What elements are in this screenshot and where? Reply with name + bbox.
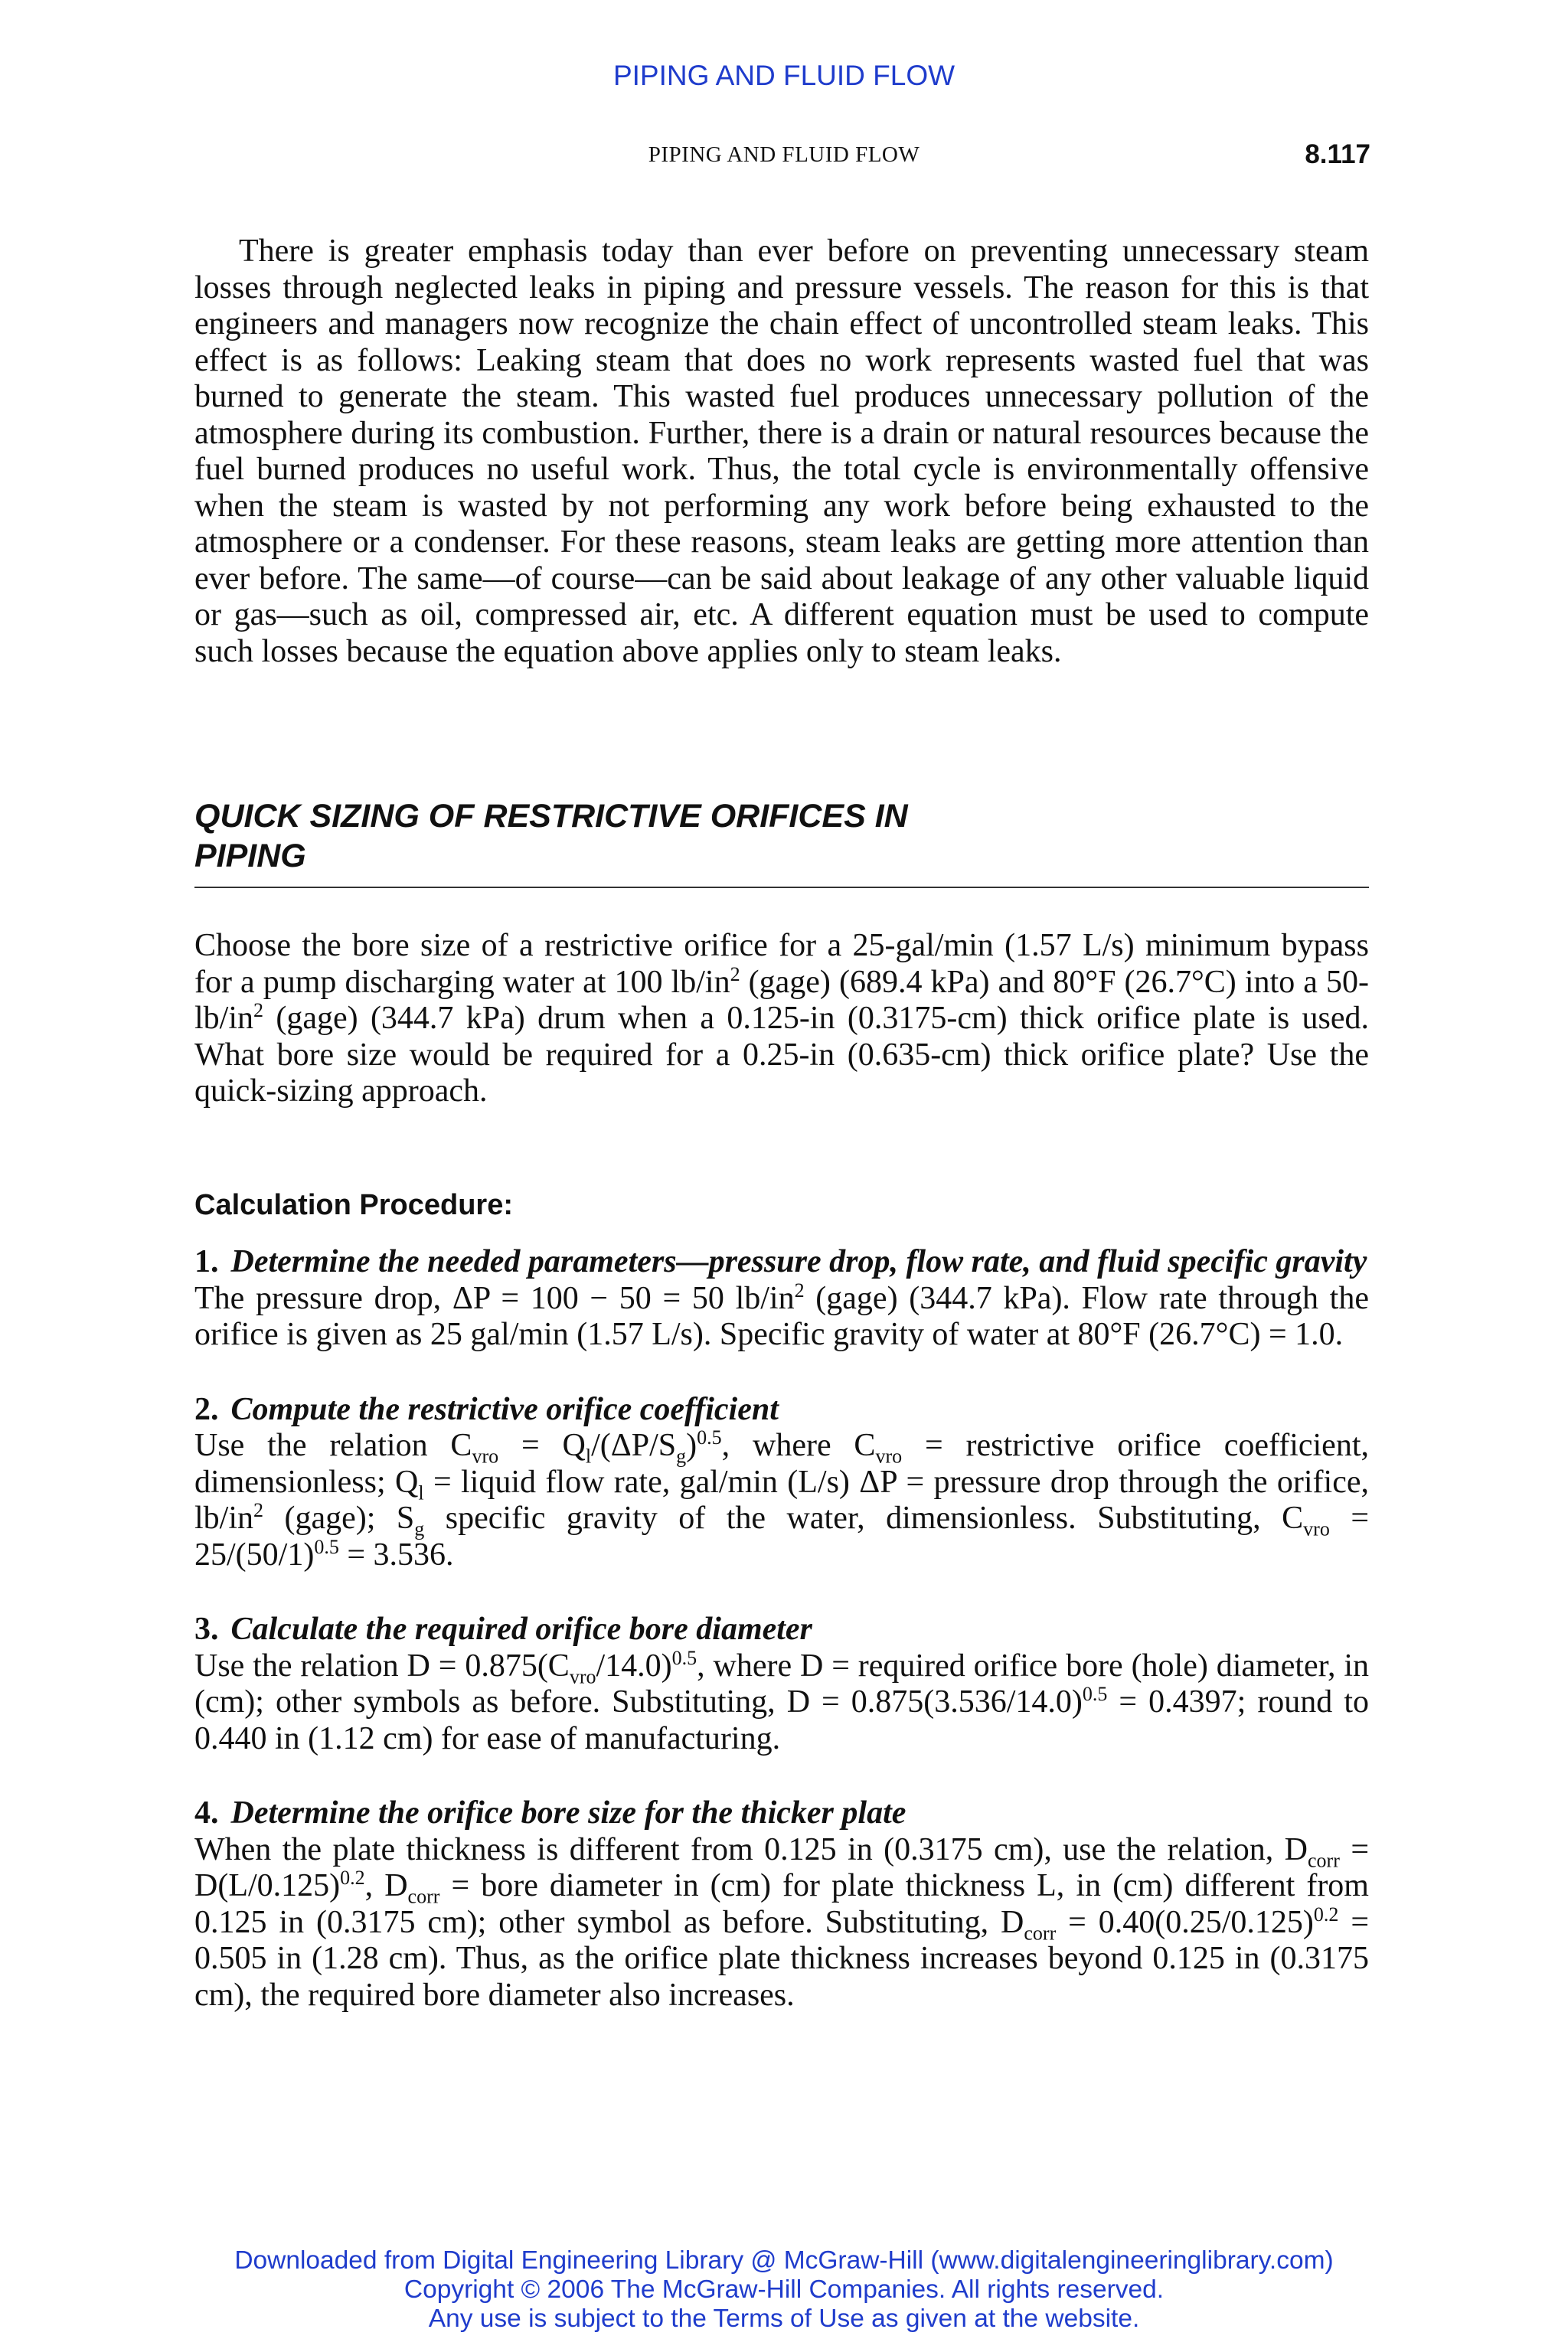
step-3-text-2: /14.0) [596, 1648, 672, 1684]
step-2-text-3: /(ΔP/S [591, 1428, 677, 1463]
step-3-title [194, 1612, 1369, 1648]
step-2-sub-9: vro [1303, 1517, 1330, 1540]
step-4-text-1: When the plate thickness is different from 0.125 in (0.3175 cm), use the relation, D [194, 1831, 1308, 1867]
step-1-number: 1. [194, 1244, 219, 1279]
step-2-body [194, 1428, 1369, 1573]
step-3-sup-3: 0.5 [1082, 1683, 1108, 1705]
problem-sup-1: 2 [730, 962, 740, 985]
step-2-text-4: ) [686, 1428, 697, 1463]
step-3-text-4: = 0.4397; round to 0.440 in (1.12 cm) for ease of manufacturing. [194, 1684, 1370, 1756]
step-2-text-1: Use the relation C [194, 1428, 472, 1463]
step-1 [194, 1244, 1369, 1354]
step-2-sub-2: l [585, 1445, 592, 1468]
step-3-sup-2: 0.5 [671, 1646, 697, 1669]
chapter-title-link[interactable]: PIPING AND FLUID FLOW [612, 60, 956, 91]
step-3-text-1: Use the relation D = 0.875(C [194, 1648, 570, 1684]
step-4-sup-2: 0.2 [340, 1867, 365, 1889]
problem-paragraph [194, 928, 1369, 1110]
step-2-sub-8: g [414, 1517, 425, 1540]
step-3-text-3: , where D = required orifice bore (hole) diameter, in (cm); other symbols as before. Substituting, D = 0.875(3.536/14.0) [194, 1648, 1370, 1720]
step-2-sup-7: 2 [253, 1499, 264, 1521]
step-1-sup-1: 2 [794, 1279, 805, 1302]
step-2-title-text: Compute the restrictive orifice coefficient [230, 1391, 779, 1427]
step-1-body [194, 1281, 1369, 1354]
step-4-text-4: = bore diameter in (cm) for plate thickness L, in (cm) different from 0.125 in (0.3175 cm); other symbol as before. Substituting, D [194, 1868, 1369, 1940]
step-2-text-10: = 25/(50/1) [194, 1501, 1369, 1573]
step-2-sub-1: vro [472, 1445, 499, 1468]
step-4-sub-1: corr [1308, 1848, 1340, 1871]
step-2-sup-4: 0.5 [697, 1426, 722, 1449]
step-2-sup-10: 0.5 [314, 1535, 339, 1558]
step-2-text-6: = restrictive orifice coefficient, dimensionless; Q [194, 1428, 1369, 1500]
step-2-title [194, 1392, 1369, 1429]
step-3-title-text: Calculate the required orifice bore diameter [230, 1612, 812, 1647]
step-2-sub-6: l [418, 1481, 424, 1504]
step-2-text-7: = liquid flow rate, gal/min (L/s) ΔP = pressure drop through the orifice, lb/in [194, 1464, 1369, 1536]
step-1-title [194, 1244, 1369, 1281]
step-4-text-3: , D [364, 1868, 408, 1903]
step-4-number: 4. [194, 1795, 219, 1831]
step-4-sub-3: corr [407, 1885, 440, 1908]
running-head: PIPING AND FLUID FLOW [648, 142, 920, 167]
footer-terms[interactable]: Any use is subject to the Terms of Use as given at the website. [428, 2305, 1140, 2333]
step-3-sub-1: vro [569, 1664, 596, 1687]
footer-download-link[interactable]: Downloaded from Digital Engineering Library @ McGraw-Hill (www.digitalengineeringlibrary.com) [234, 2246, 1334, 2275]
step-3-number: 3. [194, 1612, 219, 1647]
step-2-number: 2. [194, 1391, 219, 1427]
calculation-procedure-heading: Calculation Procedure: [194, 1189, 513, 1221]
footer [0, 2246, 1568, 2334]
section-title-line2: PIPING [194, 838, 306, 874]
step-4-sup-5: 0.2 [1313, 1903, 1339, 1926]
step-1-text-2: (gage) (344.7 kPa). Flow rate through the orifice is given as 25 gal/min (1.57 L/s). Specific gravity of water at 80°F (26.7°C) = 1.0. [194, 1280, 1369, 1352]
intro-paragraph: There is greater emphasis today than ever before on preventing unnecessary steam losses through neglected leaks in piping and pressure vessels. The reason for this is that engineers and managers now recognize the chain effect of uncontrolled steam leaks. This effect is as follows: Leaking steam that does no work represents wasted fuel that was burned to generate the steam. This wasted fuel produces unnecessary pollution of the atmosphere during its combustion. Further, there is a drain or natural resources because the fuel burned produces no useful work. Thus, the total cycle is environmentally offensive when the steam is wasted by not performing any work before being exhausted to the atmosphere or a condenser. For these reasons, steam leaks are getting more attention than ever before. The same—of course—can be said about leakage of any other valuable liquid or gas—such as oil, compressed air, etc. A different equation must be used to compute such losses because the equation above applies only to steam leaks. [194, 234, 1369, 669]
section-title [194, 796, 1369, 888]
intro-section [194, 234, 1369, 670]
step-2-text-9: specific gravity of the water, dimensionless. Substituting, C [424, 1501, 1304, 1536]
step-4-title [194, 1795, 1369, 1832]
step-1-text-1: The pressure drop, ΔP = 100 − 50 = 50 lb/in [194, 1280, 795, 1316]
step-3-body [194, 1648, 1369, 1758]
step-2-text-11: = 3.536. [338, 1537, 454, 1573]
step-1-title-text: Determine the needed parameters—pressure drop, flow rate, and fluid specific gravity [230, 1244, 1367, 1279]
problem-statement [194, 928, 1369, 1110]
step-4-text-2: = D(L/0.125) [194, 1831, 1370, 1903]
problem-sup-2: 2 [253, 999, 264, 1021]
problem-text-1: Choose the bore size of a restrictive orifice for a 25-gal/min (1.57 L/s) minimum bypass for a pump discharging water at 100 lb/in [194, 928, 1369, 1000]
step-3 [194, 1612, 1369, 1757]
step-4-title-text: Determine the orifice bore size for the thicker plate [230, 1795, 906, 1831]
step-2-sub-5: vro [875, 1445, 903, 1468]
page-number: 8.117 [1305, 139, 1370, 169]
problem-text-3: (gage) (344.7 kPa) drum when a 0.125-in (0.3175-cm) thick orifice plate is used. What bore size would be required for a 0.25-in (0.635-cm) thick orifice plate? Use the quick-sizing approach. [194, 1001, 1369, 1109]
step-2-text-5: , where C [721, 1428, 876, 1463]
step-4 [194, 1795, 1369, 2014]
step-2-text-8: (gage); S [263, 1501, 415, 1536]
step-2-sub-3: g [676, 1445, 687, 1468]
footer-copyright: Copyright © 2006 The McGraw-Hill Companies. All rights reserved. [403, 2275, 1165, 2304]
problem-text-2: (gage) (689.4 kPa) and 80°F (26.7°C) into a 50-lb/in [194, 964, 1369, 1036]
step-4-body [194, 1832, 1369, 2014]
step-4-text-5: = 0.40(0.25/0.125) [1056, 1904, 1314, 1940]
step-4-sub-4: corr [1024, 1921, 1057, 1944]
section-title-line1: QUICK SIZING OF RESTRICTIVE ORIFICES IN [194, 798, 908, 835]
step-4-text-6: = 0.505 in (1.28 cm). Thus, as the orifice plate thickness increases beyond 0.125 in (0.3175 cm), the required bore diameter also increases. [194, 1904, 1370, 2013]
step-2-text-2: = Q [498, 1428, 586, 1463]
step-2 [194, 1392, 1369, 1574]
steps-list [194, 1244, 1369, 2052]
